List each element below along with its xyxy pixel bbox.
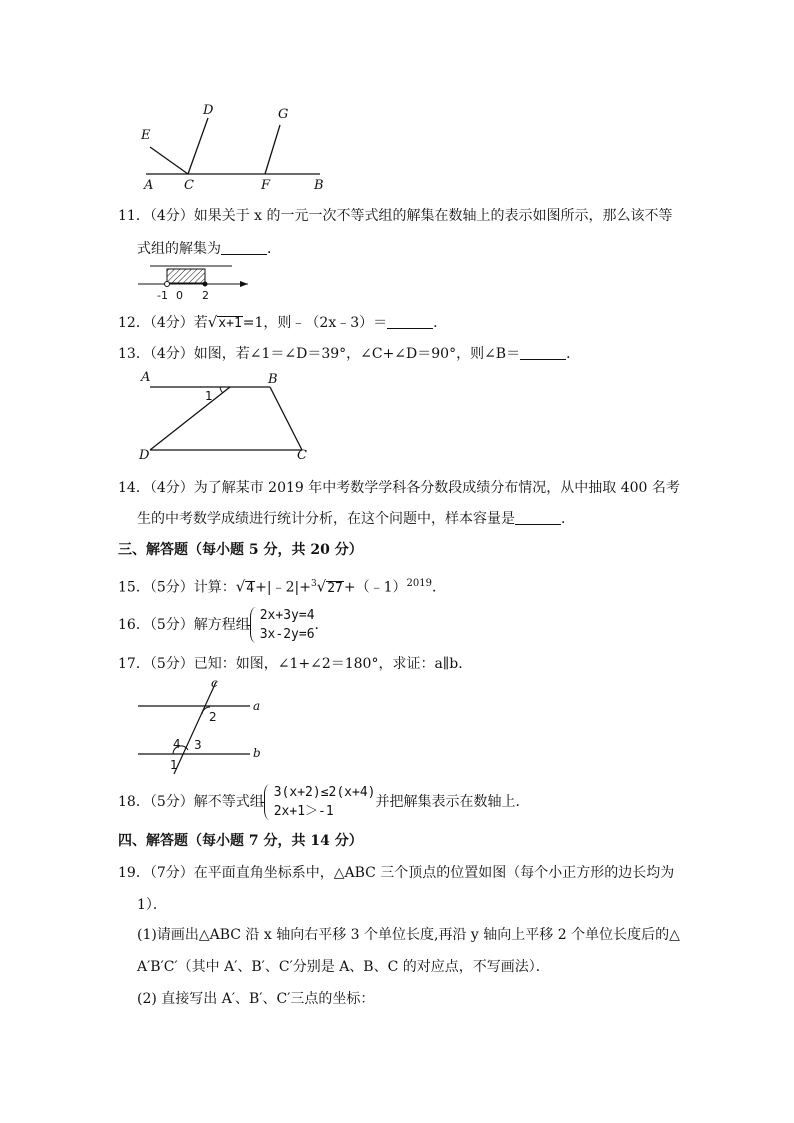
- label-g: G: [278, 107, 289, 122]
- q19-line1: 19．（7分）在平面直角坐标系中，△ABC 三个顶点的位置如图（每个小正方形的边长均为: [118, 865, 675, 881]
- q16-line: 16．（5分）解方程组2x+3y=4 3x-2y=6．: [118, 608, 329, 642]
- line-c-label: c: [211, 676, 218, 690]
- q11-line2: 式组的解集为 ．: [137, 241, 281, 257]
- section-3-heading: 三、解答题（每小题 5 分，共 20 分）: [118, 542, 363, 558]
- parallel-lines-figure: [136, 676, 266, 776]
- angle-1-label: 1: [170, 758, 178, 772]
- angle-1-label: 1: [205, 389, 213, 403]
- angle-3-label: 3: [194, 738, 202, 752]
- q13-line: 13．（4分）如图，若∠1＝∠D＝39°，∠C+∠D＝90°，则∠B＝ ．: [118, 346, 581, 362]
- ray-fg: [265, 125, 280, 174]
- q14-line1: 14．（4分）为了解某市 2019 年中考数学学科各分数段成绩分布情况，从中抽取 400 名考: [118, 480, 680, 496]
- label-f: F: [261, 178, 271, 193]
- label-c: C: [297, 448, 307, 463]
- q14-line2: 生的中考数学成绩进行统计分析，在这个问题中，样本容量是 ．: [137, 511, 575, 527]
- label-c: C: [184, 178, 194, 193]
- inequality-system: 3(x+2)≤2(x+4) 2x+1＞-1: [264, 783, 376, 821]
- label-b: B: [314, 178, 324, 193]
- tick-0: 0: [176, 289, 183, 302]
- ray-cd: [188, 118, 208, 174]
- label-a: A: [141, 370, 151, 385]
- equation-system: 2x+3y=4 3x-2y=6: [250, 606, 315, 644]
- q19-line4: A′B′C′（其中 A′、B′、C′分别是 A、B、C 的对应点，不写画法）．: [137, 959, 550, 975]
- label-b: B: [268, 372, 278, 387]
- q19-line3: (1)请画出△ABC 沿 x 轴向右平移 3 个单位长度,再沿 y 轴向上平移 2 个单位长度后的△: [137, 927, 680, 943]
- q11-line1: 11．（4分）如果关于 x 的一元一次不等式组的解集在数轴上的表示如图所示，那么该不等: [118, 208, 673, 224]
- answer-blank: [520, 345, 566, 360]
- tick-2: 2: [202, 289, 209, 302]
- label-d: D: [203, 103, 214, 118]
- label-a: A: [144, 178, 154, 193]
- section-4-heading: 四、解答题（每小题 7 分，共 14 分）: [118, 833, 363, 849]
- answer-blank: [387, 314, 433, 329]
- label-d: D: [139, 448, 150, 463]
- tick-minus1: -1: [157, 289, 168, 302]
- number-line: [136, 262, 256, 290]
- label-e: E: [141, 128, 151, 143]
- q12-line: 12．（4分）若√x+1=1，则﹣（2x﹣3）＝ ．: [118, 313, 448, 331]
- q17-line: 17．（5分）已知：如图，∠1+∠2＝180°，求证：a∥b．: [118, 656, 473, 672]
- answer-blank: [221, 240, 267, 255]
- trapezoid-figure: [138, 372, 318, 462]
- answer-blank: [515, 510, 561, 525]
- radicand: x+1: [218, 316, 242, 331]
- q19-line2: 1）．: [137, 897, 167, 913]
- q19-line5: (2) 直接写出 A′、B′、C′三点的坐标：: [137, 991, 375, 1007]
- line-b-label: b: [253, 746, 261, 760]
- ray-ce: [150, 147, 188, 174]
- line-a-label: a: [253, 699, 261, 713]
- q18-line: 18．（5分）解不等式组3(x+2)≤2(x+4) 2x+1＞-1并把解集表示在数轴上．: [118, 785, 530, 819]
- q15-line: 15．（5分）计算：√4+|﹣2|+$^3$√27+（﹣1）$^{2019}$．: [118, 577, 446, 596]
- angle-4-label: 4: [173, 737, 181, 751]
- angle-figure: [138, 100, 338, 195]
- angle-2-label: 2: [209, 710, 217, 724]
